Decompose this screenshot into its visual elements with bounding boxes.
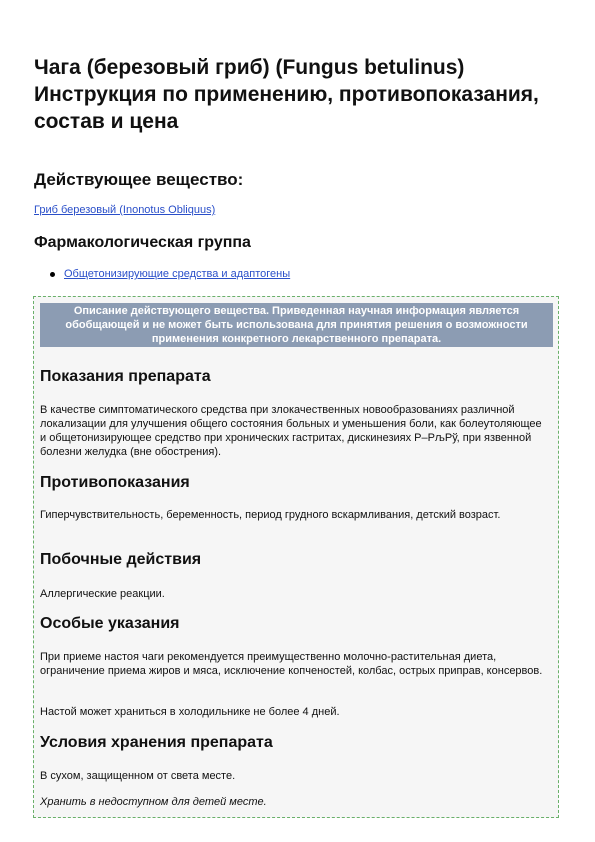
pharm-group-heading: Фармакологическая группа [34,234,251,251]
special-instructions-text-1: При приеме настоя чаги рекомендуется преимущественно молочно-растительная диета, ограничение приема жиров и мяса, исключение копченостей, колбас, острых приправ, консервов. [40,651,543,677]
pharm-group-link[interactable]: Общетонизирующие средства и адаптогены [64,268,291,280]
storage-note: Хранить в недоступном для детей месте. [40,796,267,808]
notice-banner: Описание действующего вещества. Приведенная научная информация является обобщающей и не может быть использована для принятия решения о возможности применения конкретного лекарственного препарата. [40,303,553,347]
bullet-icon [50,272,55,277]
side-effects-text: Аллергические реакции. [40,588,165,600]
storage-text: В сухом, защищенном от света месте. [40,770,236,782]
special-instructions-text-2: Настой может храниться в холодильнике не более 4 дней. [40,706,340,718]
special-instructions-heading: Особые указания [40,615,180,632]
indications-heading: Показания препарата [40,368,211,385]
active-substance-heading: Действующее вещество: [34,170,244,189]
contraindications-heading: Противопоказания [40,474,190,491]
contraindications-text: Гиперчувствительность, беременность, период грудного вскармливания, детский возраст. [40,509,501,521]
page-title: Чага (березовый гриб) (Fungus betulinus) Инструкция по применению, противопоказания, состав и цена [34,56,539,133]
description-box [33,296,559,818]
indications-text: В качестве симптоматического средства при злокачественных новообразованиях различной локализации для улучшения общего состояния больных и уменьшения боли, как болеутоляющее и общетонизирующее средство при хронических гастритах, дискинезиях Р–РљРў, при язвенной болезни желудка (вне обострения). [40,404,542,458]
active-substance-link[interactable]: Гриб березовый (Inonotus Obliquus) [34,204,216,216]
storage-heading: Условия хранения препарата [40,734,273,751]
side-effects-heading: Побочные действия [40,551,202,568]
pharm-group-list-item [50,268,290,280]
